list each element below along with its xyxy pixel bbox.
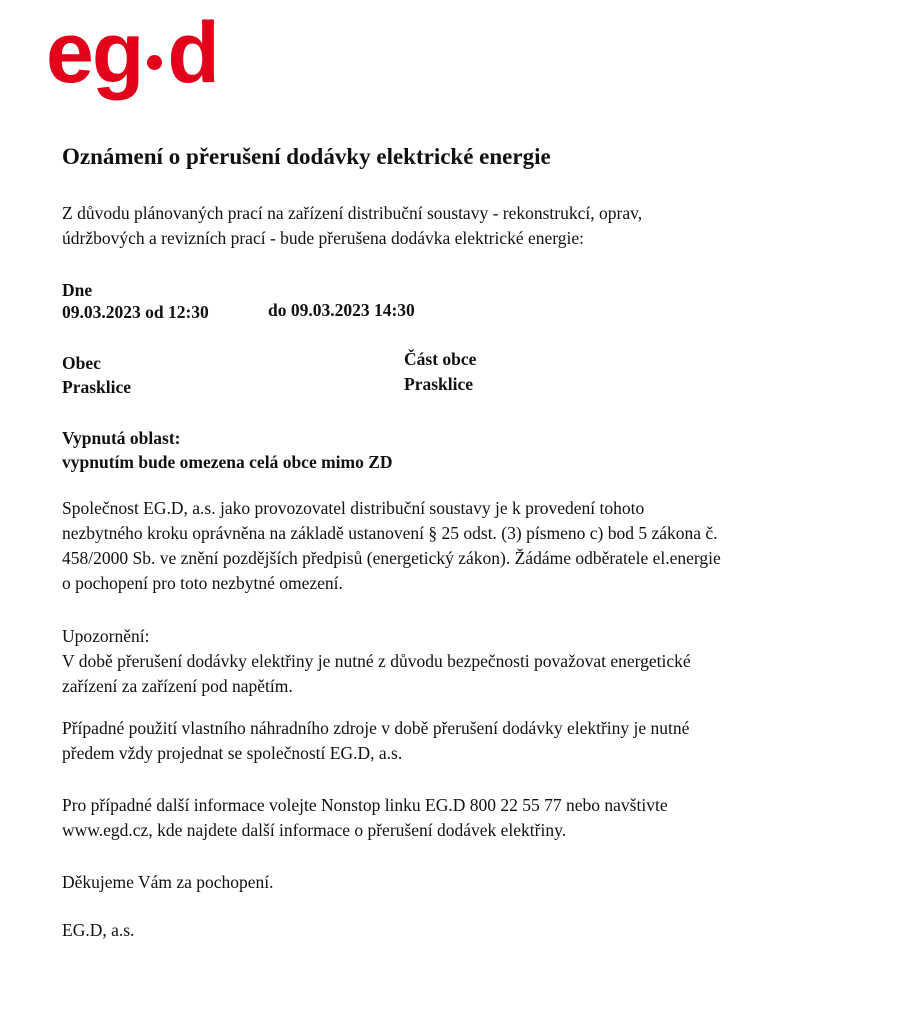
signature: EG.D, a.s. <box>62 920 135 940</box>
legal-paragraph <box>62 496 721 596</box>
warning-line: V době přerušení dodávky elektřiny je nutné z důvodu bezpečnosti považovat energetické <box>62 651 691 671</box>
logo-text-left: eg <box>46 5 143 101</box>
municipality-part-value: Prasklice <box>404 374 474 394</box>
legal-line: o pochopení pro toto nezbytné omezení. <box>62 573 343 593</box>
intro-line: Z důvodu plánovaných prací na zařízení distribuční soustavy - rekonstrukcí, oprav, <box>62 203 643 223</box>
egd-logo <box>46 5 218 101</box>
logo-text-right: d <box>167 5 218 101</box>
date-from: 09.03.2023 od 12:30 <box>62 302 209 322</box>
warning-heading: Upozornění: <box>62 626 150 646</box>
page-title: Oznámení o přerušení dodávky elektrické energie <box>62 144 551 169</box>
intro-paragraph <box>62 201 642 251</box>
info-paragraph <box>62 793 668 843</box>
municipality-value: Prasklice <box>62 377 132 397</box>
municipality-label: Obec <box>62 353 101 373</box>
area-value: vypnutím bude omezena celá obce mimo ZD <box>62 452 393 472</box>
legal-line: 458/2000 Sb. ve znění pozdějších předpisů (energetický zákon). Žádáme odběratele el.energie <box>62 548 721 568</box>
backup-line: Případné použití vlastního náhradního zdroje v době přerušení dodávky elektřiny je nutné <box>62 718 690 738</box>
thanks-text: Děkujeme Vám za pochopení. <box>62 872 274 892</box>
info-line: Pro případné další informace volejte Nonstop linku EG.D 800 22 55 77 nebo navštivte <box>62 795 668 815</box>
municipality-part-label: Část obce <box>404 349 477 369</box>
area-label: Vypnutá oblast: <box>62 428 181 448</box>
warning-paragraph <box>62 624 691 699</box>
legal-line: Společnost EG.D, a.s. jako provozovatel distribuční soustavy je k provedení tohoto <box>62 498 645 518</box>
date-to: do 09.03.2023 14:30 <box>268 300 415 320</box>
intro-line: údržbových a revizních prací - bude přerušena dodávka elektrické energie: <box>62 228 585 248</box>
info-line: www.egd.cz, kde najdete další informace o přerušení dodávek elektřiny. <box>62 820 567 840</box>
legal-line: nezbytného kroku oprávněna na základě ustanovení § 25 odst. (3) písmeno c) bod 5 zákona č. <box>62 523 718 543</box>
backup-paragraph <box>62 716 689 766</box>
date-label: Dne <box>62 280 93 300</box>
warning-line: zařízení za zařízení pod napětím. <box>62 676 293 696</box>
logo-dot <box>147 55 162 70</box>
backup-line: předem vždy projednat se společností EG.D, a.s. <box>62 743 403 763</box>
